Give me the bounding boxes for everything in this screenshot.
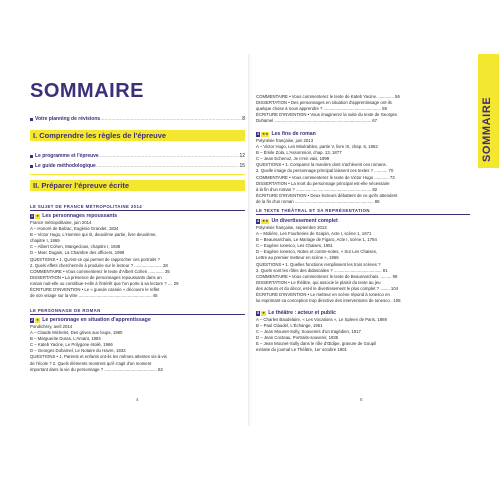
- subject-title: Le théâtre : acteur et public: [268, 310, 336, 316]
- subject-title: Le personnage en situation d'apprentissage: [42, 317, 151, 323]
- side-tab: [478, 54, 499, 168]
- toc-item-label: Le programme et l'épreuve: [35, 153, 99, 159]
- subject-1-contents: France métropolitaine, juin 2014 A – Honoré de Balzac, Eugénie Grandet, 1834 B – Victor Hugo, L'Homme qui rit, deuxième partie, livre deuxième, chapitre I, 1869 C – Albert Cohen, Mangeclous, chapitre I, 1938 D – Marc Dugain, La Chambre des officiers, 1998 QUESTIONS • 1. Qu'est-ce qui permet de rapprocher ces portraits ? 2. Quels effets cherchent-ils à produire sur le lecteur ? ....................... 28 COMMENTAIRE • Vous commenterez le texte d'Albert Cohen ............. 35 DISSERTATION • La présence de personnages repoussants dans un roman nuit-elle ou contribue-t-elle à l'intérêt que l'on porte à sa lecture ? .... 29 ÉCRITURE D'INVENTION • Le « gueule cassée » découvre le reflet de son visage sur la vitre ............................................................. 45: [30, 220, 179, 299]
- subject-2-contents: Pondichéry, avril 2014 A – Claude Michelet, Des grives aux loups, 1980 B – Marguerite Duras, L'Amant, 1984 C – Kateb Yacine, Le Polygone étoilé, 1966 D – Georges Duhamel, Le Notaire du Havre, 1933 QUESTIONS • 1. Parents et enfants ont-ils les mêmes attentes vis-à-vis de l'école ? 2. Quels éléments montrent qu'il s'agit d'un moment important dans la vie du personnage ? ............................................ 53: [30, 324, 167, 372]
- page-title: SOMMAIRE: [30, 80, 144, 102]
- subject-title: Les personnages repoussants: [42, 213, 118, 219]
- difficulty-star-icon: ★★: [262, 218, 269, 223]
- toc-subject-4[interactable]: [256, 218, 338, 224]
- subject-title: Les fins de roman: [271, 131, 316, 137]
- difficulty-star-icon: ★: [36, 317, 40, 322]
- section-heading: LE PERSONNAGE DE ROMAN: [30, 308, 101, 313]
- difficulty-star-icon: ★: [262, 310, 266, 315]
- subject-4-contents: Polynésie française, septembre 2013 A – Molière, Les Fourberies de Scapin, Acte I, scène 1, 1671 B – Beaumarchais, Le Mariage de Figaro, Acte I, scène 1, 1784 C – Eugène Ionesco, Les Chaises, 1951 D – Eugène Ionesco, Notes et contre-notes, « Sur Les Chaises, Lettre au premier metteur en scène », 1966 QUESTIONS • 1. Quelles fonctions remplissent les trois scènes ? 2. Quels sont les rôles des didascalies ? ........................................ 91 COMMENTAIRE • Vous commenterez le texte de Beaumarchais. ......... 99 DISSERTATION • Le théâtre, qui associe le plaisir du texte au jeu des acteurs et du décor, est-il le divertissement le plus complet ? ........ 104 ÉCRITURE D'INVENTION • Le metteur en scène répond à Ionesco en lui exprimant sa conception trop directive des interventions de Ionesco . 108: [256, 225, 401, 304]
- toc-planning-page: 8: [242, 116, 245, 122]
- part-2-heading: II. Préparer l'épreuve écrite: [30, 180, 245, 191]
- part-1-heading: I. Comprendre les règles de l'épreuve: [30, 130, 245, 141]
- toc-planning-label: Votre planning de révisions: [35, 116, 101, 122]
- bullet-square-icon: [30, 165, 33, 168]
- toc-subject-5[interactable]: [256, 310, 336, 316]
- divider: [256, 214, 470, 215]
- divider: [30, 314, 245, 315]
- subject-number-badge: 2: [31, 317, 33, 322]
- side-tab-label: SOMMAIRE: [481, 96, 493, 162]
- right-page: [252, 54, 476, 426]
- page-edge: [478, 168, 499, 426]
- section-heading: LE SUJET DE FRANCE MÉTROPOLITAINE 2014: [30, 204, 143, 209]
- toc-subject-1[interactable]: [30, 213, 117, 219]
- subject-number-badge: 4: [257, 218, 259, 223]
- page-number: 4: [136, 397, 139, 402]
- toc-item-guide[interactable]: [30, 163, 245, 169]
- subject-number-badge: 5: [257, 310, 259, 315]
- toc-planning[interactable]: [30, 116, 245, 122]
- toc-item-label: Le guide méthodologique: [35, 163, 96, 169]
- left-page: [24, 54, 250, 426]
- toc-subject-3[interactable]: [256, 131, 316, 137]
- divider: [30, 174, 245, 175]
- toc-item-page: 15: [239, 163, 245, 169]
- bullet-square-icon: [30, 155, 33, 158]
- subject-number-badge: 3: [257, 131, 259, 136]
- subject-3-contents: Polynésie française, juin 2013 A – Victor Hugo, Les Misérables, partie V, livre IX, chap. 5, 1862 B – Émile Zola, L'Assommoir, chap. 13, 1877 C – Jean Echenoz, Je m'en vais, 1999 QUESTIONS • 1. Comparez la manière dont s'achèvent ces romans. 2. Quelle image du personnage principal laissent ces textes ? ........... 70 COMMENTAIRE • Vous commenterez le texte de Victor Hugo ............ 73 DISSERTATION • La mort du personnage principal est-elle nécessaire à la fin d'un roman ? ............................................................... 82 ÉCRITURE D'INVENTION • Deux lecteurs débattent de ce qu'ils attendent de la fin d'un roman .................................................................. 88: [256, 138, 398, 204]
- bullet-square-icon: [30, 118, 33, 121]
- subject-title: Un divertissement complet: [271, 218, 338, 224]
- divider: [30, 210, 245, 211]
- toc-item-page: 12: [239, 153, 245, 159]
- page-number: 5: [360, 397, 363, 402]
- subject-number-badge: 1: [31, 213, 33, 218]
- difficulty-star-icon: ★: [36, 213, 40, 218]
- toc-item-programme[interactable]: [30, 153, 245, 159]
- subject-2-contents-continued: COMMENTAIRE • Vous commenterez le texte de Kateb Yacine. ............. 56 DISSERTATION • Des personnages en situation d'apprentissage ont-ils quelque chose à nous apprendre ? ................................................ 59 ÉCRITURE D'INVENTION • Vous imaginerez la suite du texte de Georges Duhamel ................................................................................. 67: [256, 94, 400, 124]
- section-heading: LE TEXTE THÉÂTRAL ET SA REPRÉSENTATION: [256, 208, 370, 213]
- subject-5-contents: A – Charles Baudelaire, « Les Vocations », Le Spleen de Paris, 1869 B – Paul Claudel, L'Échange, 1951 C – Jean Mounet-Sully, Souvenirs d'un tragédien, 1917 D – Jean Cocteau, Portraits-souvenir, 1935 E – Jean Mounet-Sully dans le rôle d'Œdipe, gravure de Goupil extraite du journal Le Théâtre, 1er octobre 1901: [256, 317, 387, 353]
- toc-subject-2[interactable]: [30, 317, 151, 323]
- difficulty-star-icon: ★★: [262, 131, 269, 136]
